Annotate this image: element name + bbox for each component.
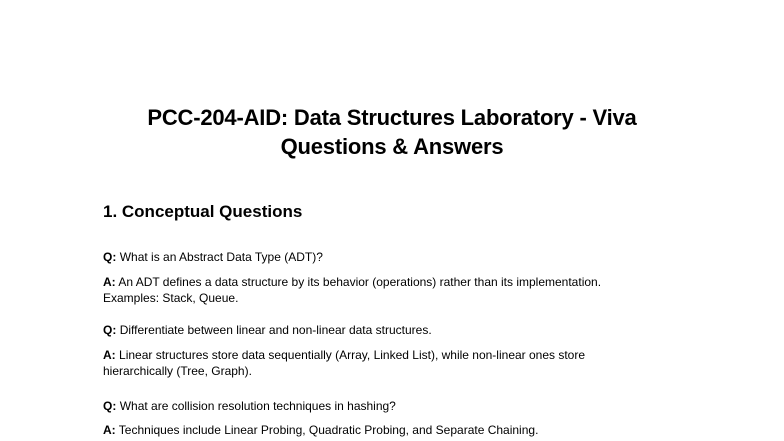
question-2 [103, 322, 673, 338]
answer-text: Techniques include Linear Probing, Quadratic Probing, and Separate Chaining. [118, 423, 539, 437]
title-line-2: Questions & Answers [280, 134, 504, 159]
answer-2 [103, 347, 673, 379]
answer-prefix: A: [103, 423, 116, 437]
answer-text-continued: hierarchically (Tree, Graph). [103, 364, 252, 378]
answer-text: Linear structures store data sequentially (Array, Linked List), while non-linear ones store [119, 348, 586, 362]
answer-prefix: A: [103, 348, 116, 362]
answer-3 [103, 422, 673, 438]
answer-prefix: A: [103, 275, 116, 289]
question-prefix: Q: [103, 250, 117, 264]
answer-text: An ADT defines a data structure by its behavior (operations) rather than its implementation. [118, 275, 602, 289]
question-1 [103, 249, 673, 265]
question-3 [103, 398, 673, 414]
answer-text-continued: Examples: Stack, Queue. [103, 291, 239, 305]
answer-1 [103, 274, 673, 306]
document-title [92, 103, 692, 161]
question-prefix: Q: [103, 323, 117, 337]
question-prefix: Q: [103, 399, 117, 413]
question-text: What are collision resolution techniques in hashing? [119, 399, 396, 413]
question-text: Differentiate between linear and non-linear data structures. [119, 323, 432, 337]
section-heading: 1. Conceptual Questions [103, 202, 303, 221]
title-line-1: PCC-204-AID: Data Structures Laboratory - Viva [147, 105, 637, 130]
question-text: What is an Abstract Data Type (ADT)? [119, 250, 323, 264]
